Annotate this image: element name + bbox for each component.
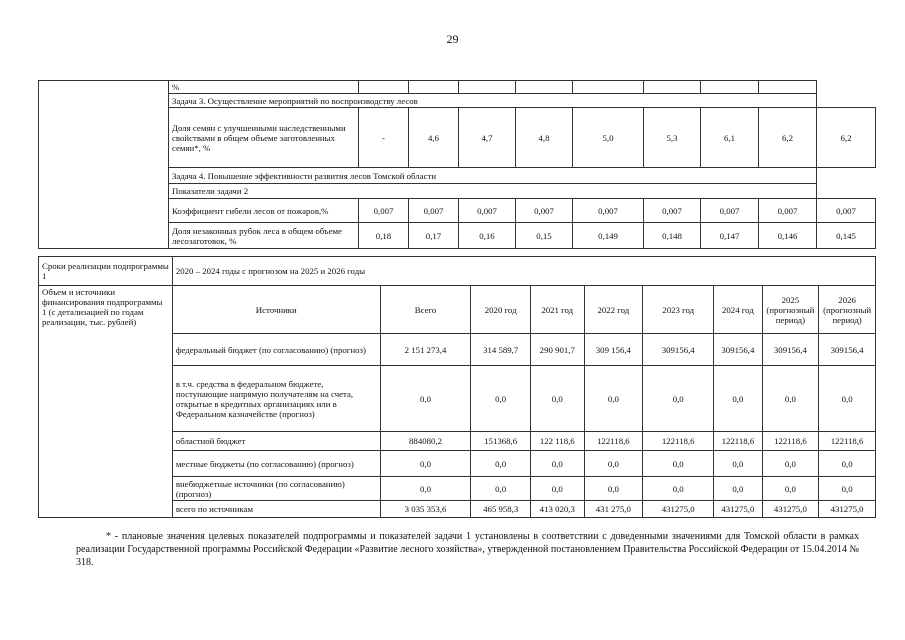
value-cell: 122118,6 xyxy=(643,432,714,451)
value-cell: 6,2 xyxy=(759,108,817,168)
col-header: 2022 год xyxy=(584,286,643,334)
value-cell: 0,007 xyxy=(701,199,759,223)
value-cell: 0,007 xyxy=(759,199,817,223)
value-cell: 0,0 xyxy=(819,366,876,432)
value-cell: 0,0 xyxy=(819,451,876,477)
value-cell: 0,007 xyxy=(516,199,573,223)
value-cell: 122118,6 xyxy=(714,432,762,451)
value-cell: 0,0 xyxy=(531,451,585,477)
value-cell: 0,145 xyxy=(817,223,876,249)
value-cell: 0,0 xyxy=(380,366,471,432)
left-blank-cell xyxy=(39,81,169,249)
col-header: Источники xyxy=(172,286,380,334)
value-cell: 413 020,3 xyxy=(531,501,585,518)
value-cell: 309 156,4 xyxy=(584,334,643,366)
value-cell: 0,146 xyxy=(759,223,817,249)
value-cell: 0,0 xyxy=(380,477,471,501)
value-cell: 0,0 xyxy=(762,366,819,432)
value-cell: - xyxy=(359,108,409,168)
value-cell: 5,3 xyxy=(644,108,701,168)
cut-cell: % xyxy=(169,81,359,94)
value-cell: 0,0 xyxy=(819,477,876,501)
value-cell: 0,007 xyxy=(644,199,701,223)
value-cell: 0,0 xyxy=(762,451,819,477)
value-cell: 0,0 xyxy=(471,451,531,477)
value-cell: 290 901,7 xyxy=(531,334,585,366)
value-cell: 0,0 xyxy=(471,366,531,432)
value-cell: 6,1 xyxy=(701,108,759,168)
value-cell: 884080,2 xyxy=(380,432,471,451)
value-cell: 309156,4 xyxy=(714,334,762,366)
value-cell: 122118,6 xyxy=(762,432,819,451)
value-cell: 0,0 xyxy=(643,451,714,477)
value-cell: 0,0 xyxy=(714,366,762,432)
value-cell: 431275,0 xyxy=(762,501,819,518)
value-cell: 431275,0 xyxy=(714,501,762,518)
task4-heading: Задача 4. Повышение эффективности развития лесов Томской области xyxy=(169,168,817,184)
value-cell: 0,0 xyxy=(584,366,643,432)
value-cell: 0,007 xyxy=(573,199,644,223)
value-cell: 0,007 xyxy=(817,199,876,223)
footnote xyxy=(76,530,859,569)
value-cell: 431275,0 xyxy=(819,501,876,518)
source-label: местные бюджеты (по согласованию) (прогноз) xyxy=(172,451,380,477)
col-header: Всего xyxy=(380,286,471,334)
source-label: областной бюджет xyxy=(172,432,380,451)
value-cell: 0,0 xyxy=(584,477,643,501)
value-cell: 0,0 xyxy=(643,477,714,501)
value-cell: 2 151 273,4 xyxy=(380,334,471,366)
value-cell: 0,007 xyxy=(409,199,459,223)
value-cell: 4,8 xyxy=(516,108,573,168)
value-cell: 3 035 353,6 xyxy=(380,501,471,518)
value-cell: 465 958,3 xyxy=(471,501,531,518)
value-cell: 309156,4 xyxy=(762,334,819,366)
indicators-table xyxy=(38,80,876,249)
value-cell: 122118,6 xyxy=(819,432,876,451)
value-cell: 314 589,7 xyxy=(471,334,531,366)
terms-label: Сроки реализации подпрограммы 1 xyxy=(39,257,173,286)
value-cell: 0,0 xyxy=(584,451,643,477)
value-cell: 0,0 xyxy=(643,366,714,432)
value-cell: 122 118,6 xyxy=(531,432,585,451)
value-cell: 122118,6 xyxy=(584,432,643,451)
value-cell: 0,15 xyxy=(516,223,573,249)
footnote-text: * - плановые значения целевых показателей подпрограммы и показателей задачи 1 установлены в соответствии с доведенными значениями для Томской области в рамках реализации Государственной программы Российской Федерации «Развитие лесного хозяйства», утвержденной постановлением Правительства Российской Федерации от 15.04.2014 № 318. xyxy=(76,531,859,568)
col-header: 2025 (прогнозный период) xyxy=(762,286,819,334)
finance-table xyxy=(38,256,876,518)
value-cell: 0,0 xyxy=(762,477,819,501)
col-header: 2023 год xyxy=(643,286,714,334)
fire-loss-label: Коэффициент гибели лесов от пожаров,% xyxy=(169,199,359,223)
value-cell: 309156,4 xyxy=(643,334,714,366)
value-cell: 0,17 xyxy=(409,223,459,249)
value-cell: 0,149 xyxy=(573,223,644,249)
task2-indicators-heading: Показатели задачи 2 xyxy=(169,184,817,199)
col-header: 2026 (прогнозный период) xyxy=(819,286,876,334)
illegal-logging-label: Доля незаконных рубок леса в общем объеме лесозаготовок, % xyxy=(169,223,359,249)
value-cell: 309156,4 xyxy=(819,334,876,366)
value-cell: 151368,6 xyxy=(471,432,531,451)
value-cell: 431 275,0 xyxy=(584,501,643,518)
finance-label: Объем и источники финансирования подпрограммы 1 (с детализацией по годам реализации, тыс. рублей) xyxy=(39,286,173,518)
value-cell: 0,16 xyxy=(459,223,516,249)
value-cell: 0,0 xyxy=(380,451,471,477)
value-cell: 6,2 xyxy=(817,108,876,168)
value-cell: 0,0 xyxy=(531,366,585,432)
task3-heading: Задача 3. Осуществление мероприятий по воспроизводству лесов xyxy=(169,94,817,108)
value-cell: 0,0 xyxy=(531,477,585,501)
col-header: 2024 год xyxy=(714,286,762,334)
value-cell: 5,0 xyxy=(573,108,644,168)
col-header: 2021 год xyxy=(531,286,585,334)
value-cell: 0,148 xyxy=(644,223,701,249)
terms-value: 2020 – 2024 годы с прогнозом на 2025 и 2026 годы xyxy=(172,257,875,286)
col-header: 2020 год xyxy=(471,286,531,334)
value-cell: 4,7 xyxy=(459,108,516,168)
task3-indicator-label: Доля семян с улучшенными наследственными свойствами в общем объеме заготовленных семян*, % xyxy=(169,108,359,168)
value-cell: 0,0 xyxy=(471,477,531,501)
source-label: федеральный бюджет (по согласованию) (прогноз) xyxy=(172,334,380,366)
value-cell: 0,0 xyxy=(714,451,762,477)
value-cell: 431275,0 xyxy=(643,501,714,518)
source-label: всего по источникам xyxy=(172,501,380,518)
value-cell: 0,0 xyxy=(714,477,762,501)
value-cell: 0,147 xyxy=(701,223,759,249)
source-label: внебюджетные источники (по согласованию) (прогноз) xyxy=(172,477,380,501)
page-number: 29 xyxy=(446,32,459,46)
value-cell: 0,18 xyxy=(359,223,409,249)
source-label: в т.ч. средства в федеральном бюджете, поступающие напрямую получателям на счета, открытые в кредитных организациях или в Федеральном казначействе (прогноз) xyxy=(172,366,380,432)
value-cell: 0,007 xyxy=(459,199,516,223)
value-cell: 4,6 xyxy=(409,108,459,168)
value-cell: 0,007 xyxy=(359,199,409,223)
